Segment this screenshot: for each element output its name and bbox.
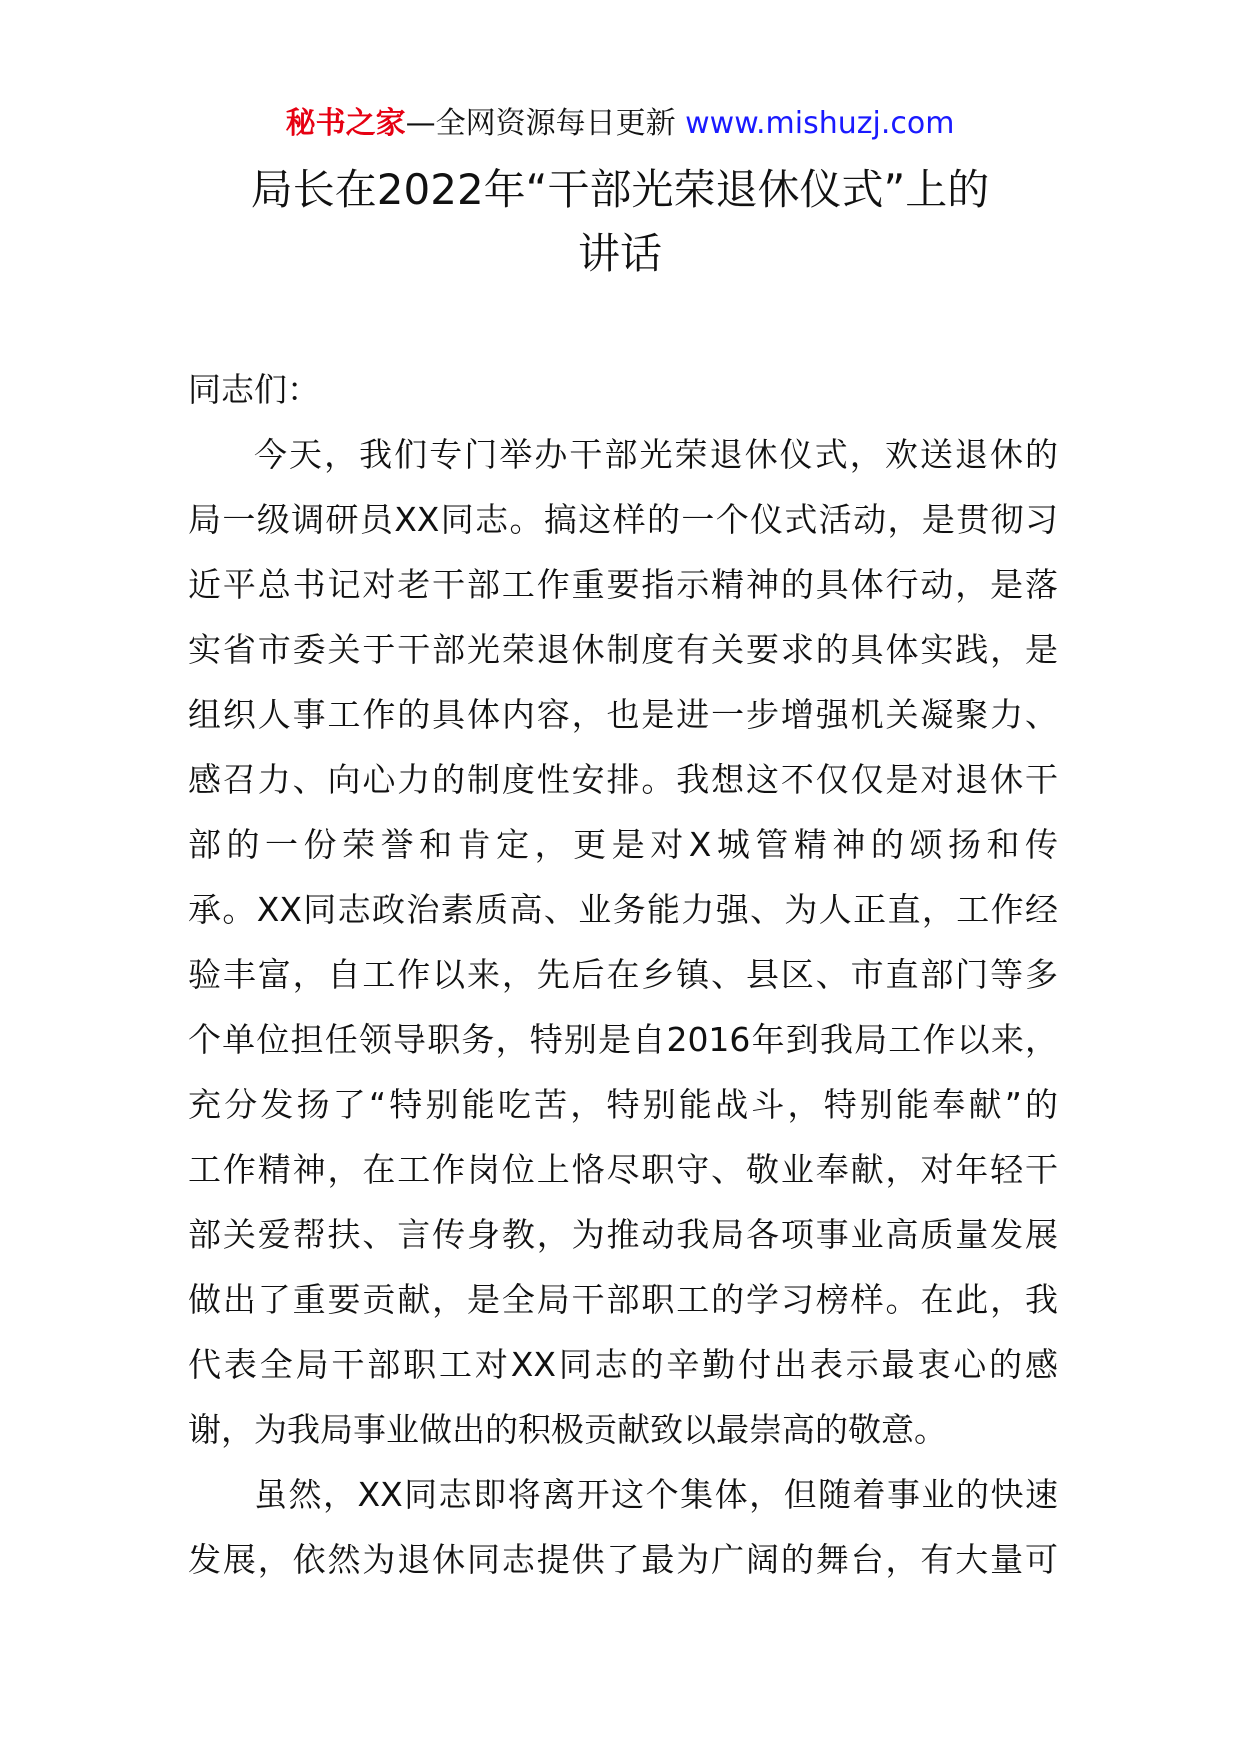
body-line: 部关爱帮扶、言传身教，为推动我局各项事业高质量发展 xyxy=(188,1215,1058,1254)
title-line-2: 讲话 xyxy=(577,229,662,278)
body-line: 个单位担任领导职务，特别是自2016年到我局工作以来， xyxy=(188,1020,1058,1059)
body-line: 今天，我们专门举办干部光荣退休仪式，欢送退休的 xyxy=(254,435,1058,474)
header-tagline: —全网资源每日更新 xyxy=(405,106,686,141)
document-title xyxy=(150,158,1090,286)
site-header xyxy=(0,102,1240,146)
body-line: 代表全局干部职工对XX同志的辛勤付出表示最衷心的感 xyxy=(188,1345,1058,1384)
salutation: 同志们： xyxy=(188,370,320,409)
body-line: 感召力、向心力的制度性安排。我想这不仅仅是对退休干 xyxy=(188,760,1058,799)
body-line: 局一级调研员XX同志。搞这样的一个仪式活动，是贯彻习 xyxy=(188,500,1058,539)
body-line: 发展，依然为退休同志提供了最为广阔的舞台，有大量可 xyxy=(188,1540,1058,1579)
body-line: 工作精神，在工作岗位上恪尽职守、敬业奉献，对年轻干 xyxy=(188,1150,1058,1189)
body-line: 虽然，XX同志即将离开这个集体，但随着事业的快速 xyxy=(254,1475,1058,1514)
site-url-link[interactable]: www.mishuzj.com xyxy=(685,106,955,141)
body-line: 验丰富，自工作以来，先后在乡镇、县区、市直部门等多 xyxy=(188,955,1058,994)
body-line: 实省市委关于干部光荣退休制度有关要求的具体实践，是 xyxy=(188,630,1058,669)
body-line: 充分发扬了“特别能吃苦，特别能战斗，特别能奉献”的 xyxy=(188,1085,1058,1124)
brand-name: 秘书之家 xyxy=(285,106,406,141)
body-line: 谢，为我局事业做出的积极贡献致以最崇高的敬意。 xyxy=(188,1410,947,1449)
title-line-1: 局长在2022年“干部光荣退休仪式”上的 xyxy=(250,165,990,214)
body-line: 承。XX同志政治素质高、业务能力强、为人正直，工作经 xyxy=(188,890,1058,929)
body-line: 组织人事工作的具体内容，也是进一步增强机关凝聚力、 xyxy=(188,695,1058,734)
document-body xyxy=(188,357,1058,1592)
body-line: 近平总书记对老干部工作重要指示精神的具体行动，是落 xyxy=(188,565,1058,604)
body-line: 部的一份荣誉和肯定，更是对X城管精神的颂扬和传 xyxy=(188,825,1058,864)
body-line: 做出了重要贡献，是全局干部职工的学习榜样。在此，我 xyxy=(188,1280,1058,1319)
